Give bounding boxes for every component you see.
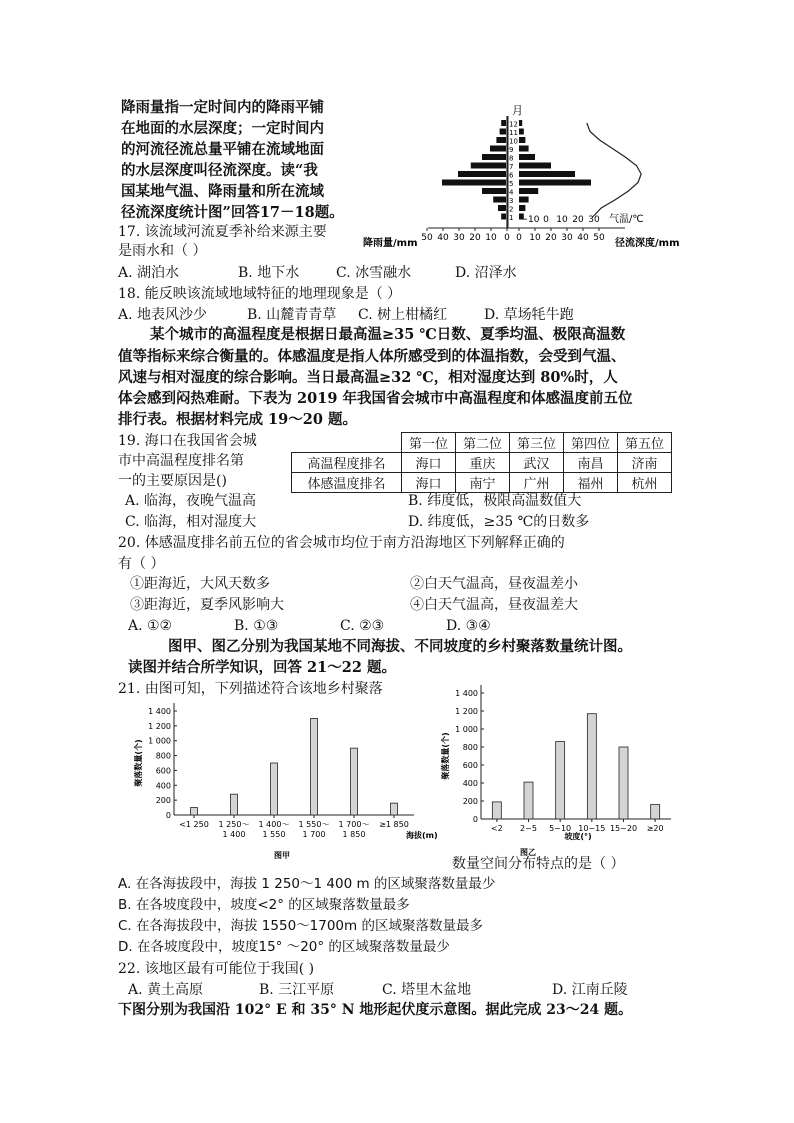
runoff-tick-label: 20 bbox=[545, 233, 557, 243]
y-tick-label: 600 bbox=[462, 761, 478, 770]
y-tick-label: 1 200 bbox=[148, 721, 171, 731]
q21-option-c[interactable]: C. 在各海拔段中，海拔 1550～1700m 的区域聚落数量最多 bbox=[118, 918, 483, 934]
intro19-line: 某个城市的高温程度是根据日最高温≥35 ℃日数、夏季均温、极限高温数 bbox=[150, 326, 626, 343]
intro19-line: 风速与相对湿度的综合影响。当日最高温≥32 ℃，相对湿度达到 80%时，人 bbox=[118, 369, 618, 386]
table-cell: 济南 bbox=[618, 453, 672, 473]
table-header-cell: 第二位 bbox=[456, 433, 510, 453]
q20-item-1: ①距海近，大风天数多 bbox=[130, 576, 270, 592]
month-tick-label: 3 bbox=[509, 197, 514, 205]
climate-runoff-chart bbox=[360, 100, 690, 252]
table-cell: 杭州 bbox=[618, 473, 672, 493]
temp-tick-label: 10 bbox=[556, 215, 568, 225]
table-row bbox=[292, 473, 672, 493]
intro-line: 的水层深度叫径流深度。读“我 bbox=[121, 162, 318, 179]
x-tick-label: 1 700 bbox=[302, 830, 326, 839]
intro-line: 的河流径流总量平铺在流域地面 bbox=[121, 141, 324, 158]
y-tick-label: 600 bbox=[155, 766, 171, 776]
q19-option-c[interactable]: C. 临海，相对湿度大 bbox=[125, 514, 257, 530]
x-tick-label: 1 550 bbox=[262, 830, 286, 839]
table-row-label: 体感温度排名 bbox=[292, 473, 402, 493]
runoff-bar bbox=[519, 129, 524, 135]
x-axis-label: 海拔(m) bbox=[406, 831, 438, 840]
temp-tick-label: 20 bbox=[572, 215, 584, 225]
q18-option-c[interactable]: C. 树上柑橘红 bbox=[358, 307, 448, 323]
x-tick-label: 15~20 bbox=[609, 824, 638, 833]
month-tick-label: 10 bbox=[509, 137, 518, 146]
intro19-line: 体会感到闷热难耐。下表为 2019 年我国省会城市中高温程度和体感温度前五位 bbox=[118, 390, 633, 407]
y-tick-label: 200 bbox=[155, 796, 171, 806]
month-tick-label: 4 bbox=[509, 188, 514, 197]
bar bbox=[231, 794, 238, 815]
q17-option-c[interactable]: C. 冰雪融水 bbox=[336, 265, 412, 281]
q17-stem-1: 17. 该流域河流夏季补给来源主要 bbox=[118, 224, 327, 240]
q21-stem-2: 数量空间分布特点的是（ ） bbox=[452, 856, 625, 872]
q19-stem-2: 市中高温程度排名第 bbox=[118, 453, 244, 469]
chart-title: 图乙 bbox=[520, 848, 536, 857]
rainfall-bar bbox=[458, 171, 506, 177]
x-tick-label: ≥20 bbox=[646, 824, 664, 833]
q20-item-4: ④白天气温高，昼夜温差大 bbox=[410, 597, 578, 613]
q20-option-c[interactable]: C. ②③ bbox=[340, 618, 385, 634]
month-tick-label: 1 bbox=[509, 214, 514, 222]
y-tick-label: 400 bbox=[462, 779, 478, 788]
runoff-tick-label: 10 bbox=[529, 233, 541, 243]
rainfall-bar bbox=[501, 120, 506, 126]
q17-option-b[interactable]: B. 地下水 bbox=[238, 265, 300, 281]
x-tick-label: 2~5 bbox=[520, 824, 537, 833]
y-tick-label: 1 200 bbox=[455, 707, 478, 716]
q21-option-d[interactable]: D. 在各坡度段中，坡度15° ～20° 的区域聚落数量最少 bbox=[118, 939, 450, 955]
x-tick-label: 10~15 bbox=[578, 824, 606, 833]
q21-option-b[interactable]: B. 在各坡度段中，坡度<2° 的区域聚落数量最多 bbox=[118, 897, 410, 913]
rainfall-bar bbox=[442, 180, 506, 186]
ranking-table bbox=[291, 432, 672, 493]
bar bbox=[391, 803, 398, 815]
runoff-axis-label: 径流深度/mm bbox=[615, 238, 680, 249]
q21-stem-1: 21. 由图可知，下列描述符合该地乡村聚落 bbox=[118, 681, 383, 697]
q18-stem: 18. 能反映该流域地域特征的地理现象是（ ） bbox=[118, 286, 402, 302]
temp-tick-label: 30 bbox=[588, 215, 600, 225]
table-cell: 南宁 bbox=[456, 473, 510, 493]
x-tick-label: <2 bbox=[490, 824, 503, 833]
q17-stem-2: 是雨水和（ ） bbox=[118, 243, 207, 259]
y-tick-label: 800 bbox=[155, 751, 171, 761]
y-tick-label: 1 000 bbox=[455, 725, 478, 734]
intro21-line-2: 读图并结合所学知识，回答 21～22 题。 bbox=[128, 659, 396, 676]
month-tick-label: 7 bbox=[509, 163, 514, 171]
rain-tick-label: 50 bbox=[421, 233, 433, 243]
rainfall-bar bbox=[496, 137, 506, 143]
temp-axis-label: 气温/℃ bbox=[609, 214, 644, 225]
rainfall-bar bbox=[500, 129, 506, 135]
y-tick-label: 200 bbox=[462, 797, 478, 806]
table-cell: 福州 bbox=[564, 473, 618, 493]
rainfall-bar bbox=[471, 163, 506, 169]
bar bbox=[619, 747, 628, 819]
y-tick-label: 400 bbox=[155, 781, 171, 791]
intro-line: 径流深度统计图”回答17－18题。 bbox=[121, 204, 344, 221]
x-tick-label: 1 550～ bbox=[298, 820, 330, 829]
q20-option-d[interactable]: D. ③④ bbox=[446, 618, 491, 634]
rainfall-bar bbox=[490, 146, 506, 152]
bar bbox=[651, 805, 660, 819]
q18-option-b[interactable]: B. 山麓青青草 bbox=[247, 307, 337, 323]
runoff-tick-label: 0 bbox=[516, 233, 522, 243]
y-tick-label: 1 000 bbox=[148, 736, 171, 746]
rain-tick-label: 30 bbox=[453, 233, 465, 243]
rain-tick-label: 0 bbox=[504, 233, 510, 243]
q20-item-3: ③距海近，夏季风影响大 bbox=[130, 597, 284, 613]
runoff-bar bbox=[519, 180, 591, 186]
q18-option-a[interactable]: A. 地表风沙少 bbox=[118, 307, 208, 323]
table-cell: 海口 bbox=[402, 453, 456, 473]
q19-option-a[interactable]: A. 临海，夜晚气温高 bbox=[125, 493, 257, 509]
y-axis-label: 聚落数量(个) bbox=[441, 732, 450, 780]
rainfall-bar bbox=[493, 197, 506, 203]
chart-altitude bbox=[134, 700, 444, 862]
intro21-line-1: 图甲、图乙分别为我国某地不同海拔、不同坡度的乡村聚落数量统计图。 bbox=[168, 638, 632, 655]
x-tick-label: 1 850 bbox=[342, 830, 366, 839]
month-tick-label: 2 bbox=[509, 205, 514, 214]
runoff-bar bbox=[519, 188, 538, 194]
table-corner bbox=[292, 433, 402, 453]
q20-item-2: ②白天气温高，昼夜温差小 bbox=[410, 576, 578, 592]
runoff-bar bbox=[519, 205, 525, 211]
month-tick-label: 9 bbox=[509, 146, 514, 154]
rain-tick-label: 20 bbox=[469, 233, 481, 243]
bar bbox=[191, 808, 198, 815]
temperature-curve bbox=[587, 123, 641, 217]
table-header-cell: 第五位 bbox=[618, 433, 672, 453]
q22-option-a[interactable]: A. 黄土高原 bbox=[128, 982, 204, 998]
y-tick-label: 0 bbox=[472, 815, 478, 824]
table-cell: 重庆 bbox=[456, 453, 510, 473]
bar bbox=[311, 718, 318, 815]
intro23-line: 下图分别为我国沿 102° E 和 35° N 地形起伏度示意图。据此完成 23～24 题。 bbox=[118, 1002, 633, 1018]
month-tick-label: 5 bbox=[509, 180, 514, 188]
q20-stem-1: 20. 体感温度排名前五位的省会城市均位于南方沿海地区下列解释正确的 bbox=[118, 535, 565, 551]
runoff-tick-label: 30 bbox=[561, 233, 573, 243]
q19-stem-3: 一的主要原因是() bbox=[118, 473, 227, 489]
bar bbox=[351, 748, 358, 815]
q17-option-d[interactable]: D. 沼泽水 bbox=[455, 265, 517, 281]
rain-tick-label: 10 bbox=[485, 233, 497, 243]
rainfall-bar bbox=[501, 214, 506, 220]
month-tick-label: 8 bbox=[509, 154, 514, 163]
q19-option-d[interactable]: D. 纬度低，≥35 ℃的日数多 bbox=[408, 514, 590, 530]
y-tick-label: 1 400 bbox=[148, 707, 171, 716]
q19-option-b[interactable]: B. 纬度低，极限高温数值大 bbox=[408, 493, 582, 509]
runoff-bar bbox=[519, 171, 575, 177]
intro-line: 国某地气温、降雨量和所在流域 bbox=[121, 183, 324, 200]
x-axis-label: 坡度(°) bbox=[564, 832, 592, 841]
x-tick-label: 1 250～ bbox=[218, 820, 250, 829]
month-label: 月 bbox=[512, 104, 523, 117]
month-tick-label: 11 bbox=[509, 129, 518, 137]
table-cell: 武汉 bbox=[510, 453, 564, 473]
table-cell: 海口 bbox=[402, 473, 456, 493]
table-header-cell: 第一位 bbox=[402, 433, 456, 453]
bar bbox=[271, 763, 278, 815]
table-row bbox=[292, 453, 672, 473]
q20-option-a[interactable]: A. ①② bbox=[128, 618, 173, 634]
x-tick-label: 1 400 bbox=[222, 830, 246, 839]
q22-option-c[interactable]: C. 塔里木盆地 bbox=[382, 982, 472, 998]
q19-stem-1: 19. 海口在我国省会城 bbox=[118, 433, 257, 449]
q22-option-d[interactable]: D. 江南丘陵 bbox=[552, 982, 628, 998]
table-header-row bbox=[292, 433, 672, 453]
y-tick-label: 1 400 bbox=[455, 689, 478, 698]
bar bbox=[556, 742, 565, 819]
chart-slope bbox=[436, 680, 680, 860]
rainfall-bar bbox=[498, 205, 506, 211]
runoff-bar bbox=[519, 120, 522, 126]
rainfall-bar bbox=[482, 188, 506, 194]
q20-stem-2: 有（ ） bbox=[118, 556, 165, 572]
y-axis-label: 聚落数量(个) bbox=[134, 739, 143, 787]
table-row-label: 高温程度排名 bbox=[292, 453, 402, 473]
q18-option-d[interactable]: D. 草场牦牛跑 bbox=[484, 307, 574, 323]
q20-option-b[interactable]: B. ①③ bbox=[234, 618, 279, 634]
temp-tick-label: 0 bbox=[543, 215, 549, 225]
runoff-tick-label: 40 bbox=[577, 233, 589, 243]
intro-line: 在地面的水层深度；一定时间内 bbox=[121, 120, 324, 137]
q22-stem: 22. 该地区最有可能位于我国( ) bbox=[118, 961, 315, 977]
intro-line: 降雨量指一定时间内的降雨平铺 bbox=[121, 99, 324, 116]
month-tick-label: 12 bbox=[509, 120, 518, 129]
bar bbox=[492, 802, 501, 819]
month-tick-label: 6 bbox=[509, 171, 514, 180]
x-tick-label: 1 400～ bbox=[258, 820, 290, 829]
x-tick-label: 1 700～ bbox=[338, 820, 370, 829]
rain-axis-label: 降雨量/mm bbox=[363, 238, 418, 249]
runoff-tick-label: 50 bbox=[593, 233, 605, 243]
runoff-bar bbox=[519, 163, 551, 169]
rain-tick-label: 40 bbox=[437, 233, 449, 243]
x-tick-label: ≥1 850 bbox=[379, 820, 409, 829]
chart-title: 图甲 bbox=[274, 851, 290, 860]
runoff-bar bbox=[519, 137, 525, 143]
bar bbox=[587, 714, 596, 819]
temp-tick-label: −10 bbox=[520, 215, 540, 225]
y-tick-label: 0 bbox=[165, 811, 171, 820]
intro19-line: 排行表。根据材料完成 19～20 题。 bbox=[118, 411, 357, 428]
runoff-bar bbox=[519, 146, 529, 152]
table-cell: 广州 bbox=[510, 473, 564, 493]
table-header-cell: 第三位 bbox=[510, 433, 564, 453]
x-tick-label: <1 250 bbox=[179, 820, 209, 829]
bar bbox=[524, 782, 533, 819]
y-tick-label: 800 bbox=[462, 743, 478, 752]
runoff-bar bbox=[519, 154, 535, 160]
runoff-bar bbox=[519, 197, 529, 203]
intro19-line: 值等指标来综合衡量的。体感温度是指人体所感受到的体温指数，会受到气温、 bbox=[118, 348, 626, 365]
table-header-cell: 第四位 bbox=[564, 433, 618, 453]
rainfall-bar bbox=[482, 154, 506, 160]
q21-option-a[interactable]: A. 在各海拔段中，海拔 1 250～1 400 m 的区域聚落数量最少 bbox=[118, 876, 496, 892]
q22-option-b[interactable]: B. 三江平原 bbox=[259, 982, 335, 998]
table-cell: 南昌 bbox=[564, 453, 618, 473]
q17-option-a[interactable]: A. 湖泊水 bbox=[118, 265, 180, 281]
x-tick-label: 5~10 bbox=[549, 824, 572, 833]
